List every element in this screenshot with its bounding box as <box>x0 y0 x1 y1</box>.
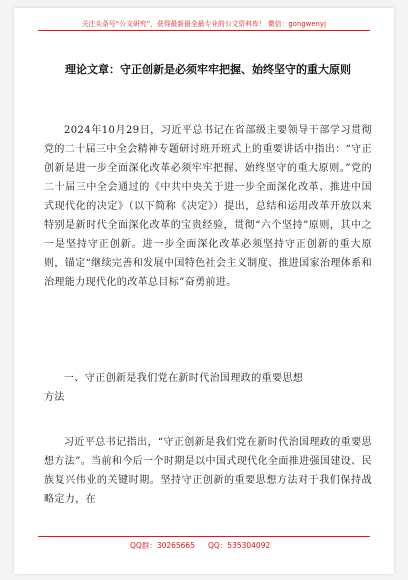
paragraph-intro: 2024年10月29日，习近平总书记在省部级主要领导干部学习贯彻党的二十届三中全会精神专题研讨班开班式上的重要讲话中指出：“守正创新是进一步全面深化改革必须牢牢把握、始终坚守的重大原则。”党的二十届三中全会通过的《中共中央关于进一步全面深化改革、推进中国式现代化的决定》（以下简称《决定》）提出，总结和运用改革开放以来特别是新时代全面深化改革的宝贵经验，贯彻“六个坚持”原则，其中之一是坚持守正创新。进一步全面深化改革必须坚持守正创新的重大原则，锚定“继续完善和发展中国特色社会主义制度、推进国家治理体系和治理能力现代化的改革总目标”奋勇前进。 <box>44 125 372 288</box>
section-body <box>44 433 372 509</box>
paragraph-section-1: 习近平总书记指出，“守正创新是我们党在新时代治国理政的重要思想方法”。当前和今后一个时期是以中国式现代化全面推进强国建设、民族复兴伟业的关键时期。坚持守正创新的重要思想方法对于我们保持战略定力，在 <box>44 437 372 505</box>
document-title: 理论文章：守正创新是必须牢牢把握、始终坚守的重大原则 <box>65 63 351 76</box>
document-page <box>14 8 394 574</box>
header-banner: 关注头条号“公文研究”，获得最新最全最专业的公文资料库！ 微信：gongwenyj <box>14 18 394 28</box>
footer-qq-contact: QQ：535304092 <box>208 541 271 550</box>
section-heading-line-1: 一、守正创新是我们党在新时代治国理政的重要思想 <box>64 373 304 384</box>
section-heading <box>44 369 372 407</box>
footer-qq-group: QQ群：30265665 <box>130 541 195 550</box>
document-body <box>44 121 372 292</box>
section-heading-line-2: 方法 <box>44 392 65 403</box>
